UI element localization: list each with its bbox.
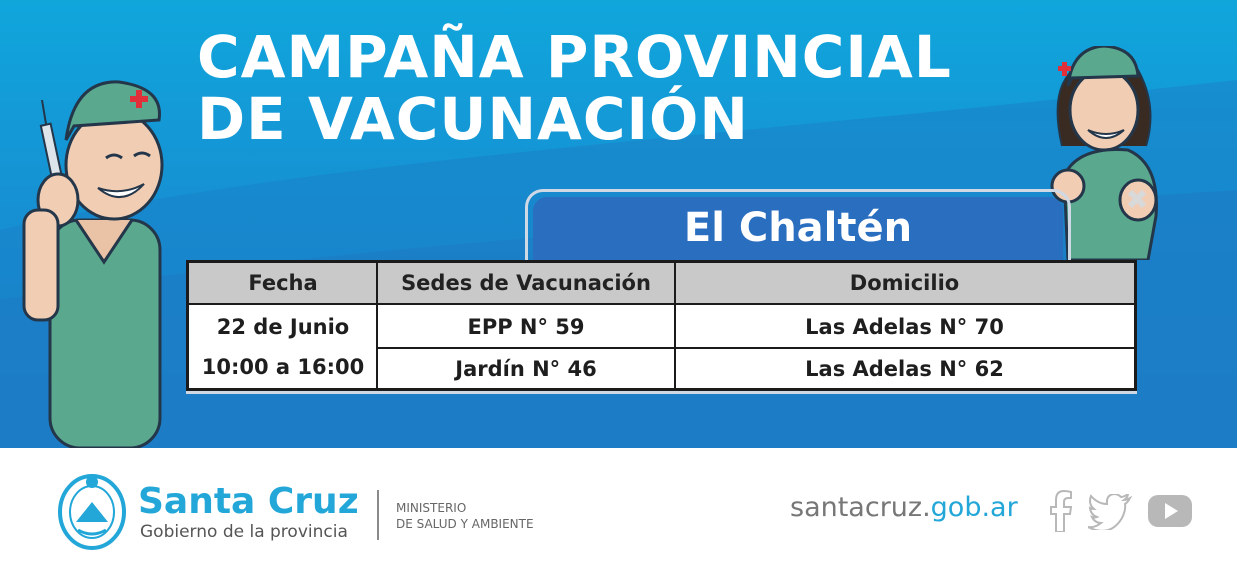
website-link[interactable] <box>790 492 1018 523</box>
ministry-line-2: DE SALUD Y AMBIENTE <box>396 517 534 531</box>
table-row-2-sede: Jardín N° 46 <box>455 357 597 381</box>
location-title: El Chaltén <box>683 205 913 251</box>
footer <box>0 448 1237 567</box>
header-domicilio: Domicilio <box>675 263 1134 305</box>
location-tab <box>533 197 1063 261</box>
vaccination-schedule-table <box>186 260 1137 391</box>
nurse-with-syringe-illustration <box>14 80 174 448</box>
header-sedes: Sedes de Vacunación <box>377 263 675 305</box>
website-part-1: santacruz. <box>790 492 931 523</box>
province-seal-icon <box>56 472 128 552</box>
title-line-1: CAMPAÑA PROVINCIAL <box>197 23 952 91</box>
facebook-icon[interactable] <box>1050 490 1072 532</box>
twitter-icon[interactable] <box>1088 494 1132 530</box>
website-part-2: gob.ar <box>930 492 1018 523</box>
brand-subtitle: Gobierno de la provincia <box>140 522 348 542</box>
table-row-1-sede: EPP N° 59 <box>467 315 585 339</box>
ministry-label <box>396 500 534 532</box>
ministry-line-1: MINISTERIO <box>396 501 467 515</box>
table-row-2-domicilio: Las Adelas N° 62 <box>805 357 1004 381</box>
footer-divider <box>377 490 379 540</box>
youtube-icon[interactable] <box>1147 494 1193 528</box>
table-row-1-domicilio: Las Adelas N° 70 <box>805 315 1004 339</box>
time-cell: 10:00 a 16:00 <box>201 355 365 379</box>
title-line-2: DE VACUNACIÓN <box>197 85 749 153</box>
brand-name: Santa Cruz <box>138 481 359 522</box>
date-cell: 22 de Junio <box>216 315 350 339</box>
campaign-title <box>197 23 952 153</box>
header-fecha: Fecha <box>189 263 377 305</box>
